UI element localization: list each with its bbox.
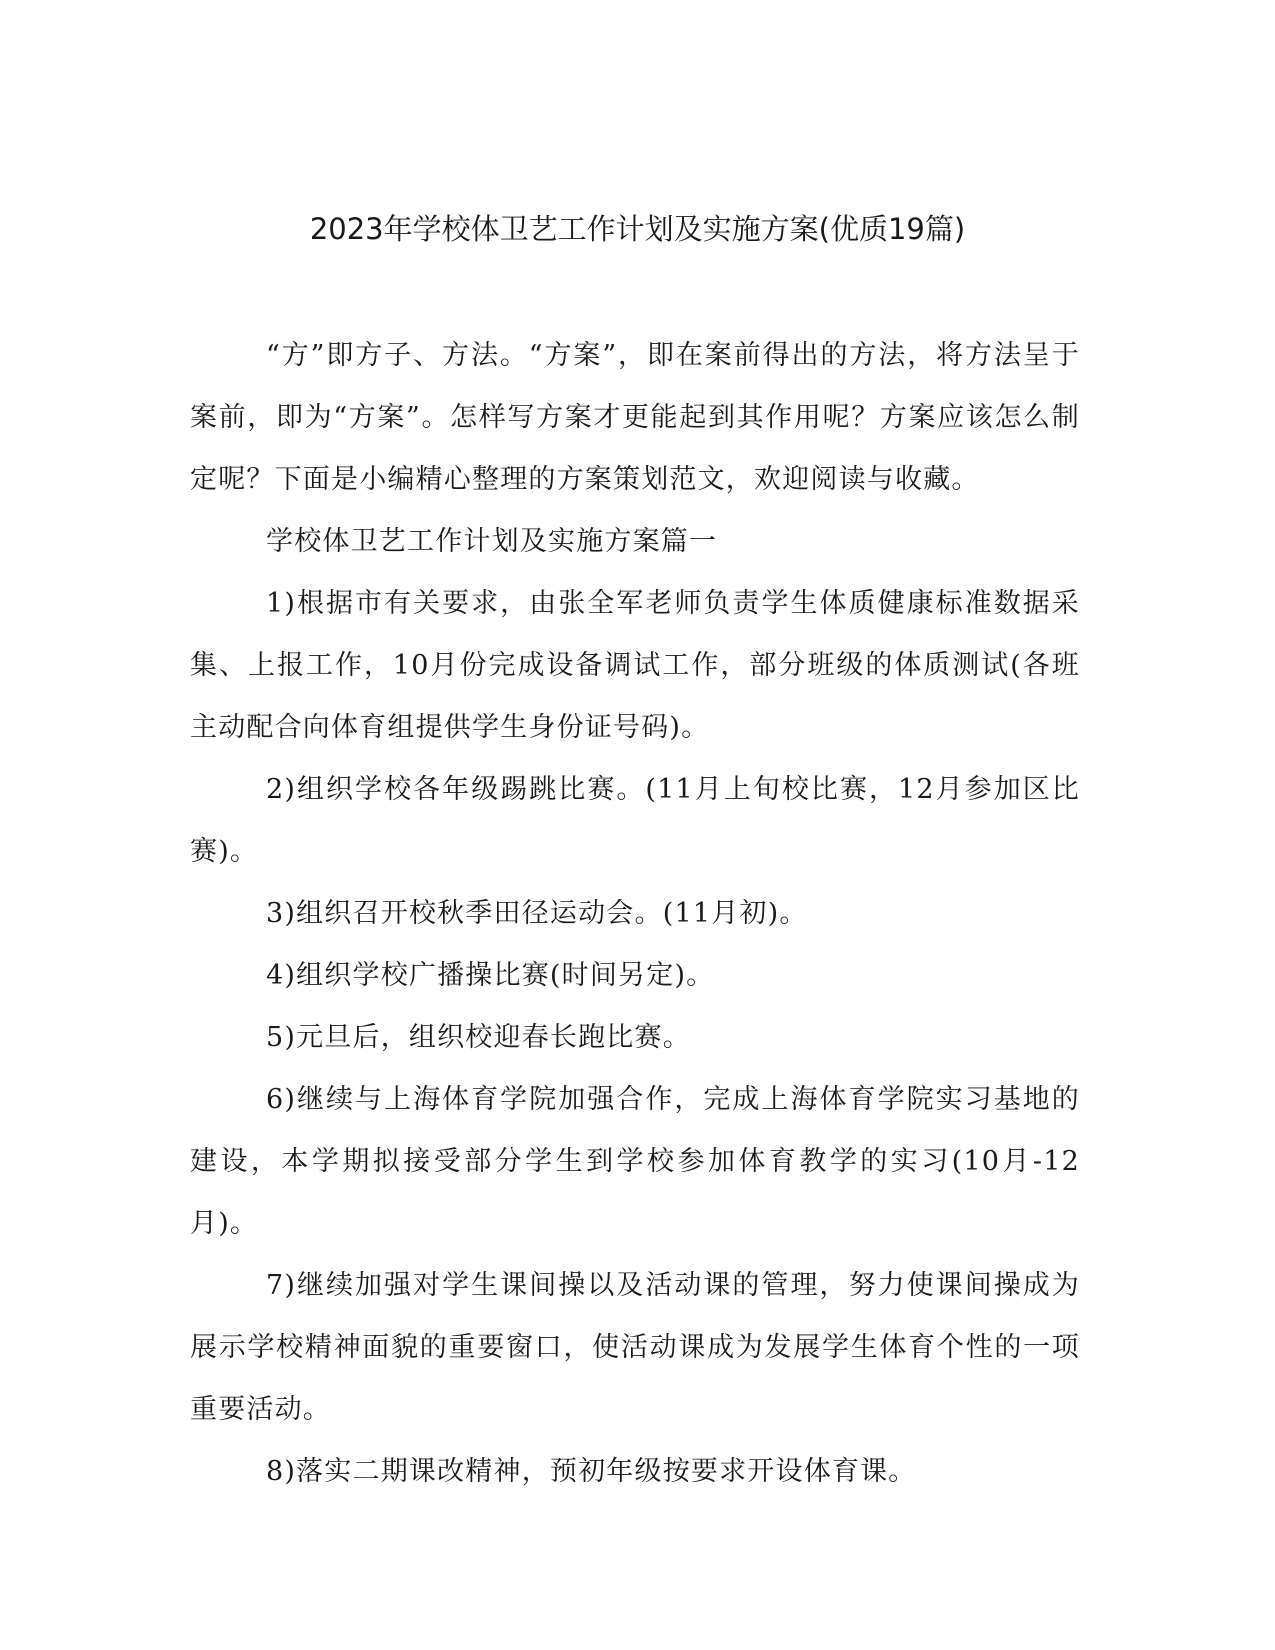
- list-item: 4)组织学校广播操比赛(时间另定)。: [266, 960, 715, 991]
- list-item: 2)组织学校各年级踢跳比赛。(11月上旬校比赛，12月参加区比赛)。: [190, 774, 1080, 867]
- intro-paragraph: “方”即方子、方法。“方案”，即在案前得出的方法，将方法呈于案前，即为“方案”。怎样写方案才更能起到其作用呢？方案应该怎么制定呢？下面是小编精心整理的方案策划范文，欢迎阅读与收藏。: [190, 340, 1080, 495]
- list-item: 8)落实二期课改精神，预初年级按要求开设体育课。: [266, 1456, 917, 1487]
- section-heading: 学校体卫艺工作计划及实施方案篇一: [266, 526, 718, 557]
- list-item: 5)元旦后，组织校迎春长跑比赛。: [266, 1022, 691, 1053]
- list-item: 3)组织召开校秋季田径运动会。(11月初)。: [266, 898, 808, 929]
- list-item: 1)根据市有关要求，由张全军老师负责学生体质健康标准数据采集、上报工作，10月份完成设备调试工作，部分班级的体质测试(各班主动配合向体育组提供学生身份证号码)。: [190, 588, 1080, 743]
- document-body: [190, 325, 1080, 1503]
- document-title: 2023年学校体卫艺工作计划及实施方案(优质19篇): [309, 212, 966, 247]
- list-item: 6)继续与上海体育学院加强合作，完成上海体育学院实习基地的建设，本学期拟接受部分学生到学校参加体育教学的实习(10月-12月)。: [190, 1084, 1080, 1239]
- list-item: 7)继续加强对学生课间操以及活动课的管理，努力使课间操成为展示学校精神面貌的重要窗口，使活动课成为发展学生体育个性的一项重要活动。: [190, 1270, 1080, 1425]
